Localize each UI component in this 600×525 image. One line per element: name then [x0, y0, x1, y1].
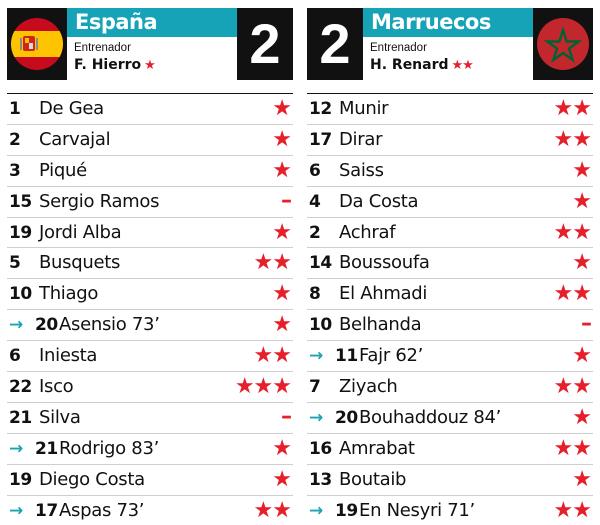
star-rating: ★★	[553, 219, 591, 245]
player-row	[7, 218, 293, 249]
no-rating-dash: –	[281, 403, 291, 429]
substitution-arrow-icon: →	[9, 438, 24, 459]
star-rating: ★	[572, 250, 591, 276]
star-rating: ★	[572, 466, 591, 492]
score-box	[307, 8, 363, 80]
substitute-row	[307, 403, 593, 434]
player-number: 2	[9, 129, 21, 150]
no-rating-dash: –	[581, 311, 591, 337]
player-row	[307, 94, 593, 125]
player-name: Diego Costa	[39, 468, 145, 490]
team-header	[7, 8, 293, 80]
player-number: 12	[309, 99, 332, 119]
player-number: 22	[9, 377, 32, 398]
star-rating: ★	[572, 157, 591, 183]
player-number: 21	[35, 438, 58, 459]
player-name: Rodrigo 83’	[59, 437, 160, 459]
coach-name-text: H. Renard	[370, 57, 449, 73]
team-panel-spain	[7, 8, 293, 525]
flag-box	[7, 8, 67, 80]
player-name: Munir	[339, 98, 389, 119]
player-name: Dirar	[339, 128, 383, 150]
team-header	[307, 8, 593, 80]
morocco-flag-icon	[537, 18, 589, 70]
player-name: Carvajal	[39, 128, 111, 150]
player-name: Ziyach	[339, 376, 398, 398]
spain-flag-icon	[11, 18, 63, 70]
star-rating: ★★	[253, 343, 291, 369]
player-number: 11	[335, 346, 358, 367]
player-number: 17	[35, 500, 58, 521]
star-rating: ★★	[553, 435, 591, 461]
star-rating: ★★★	[234, 374, 291, 400]
star-rating: ★	[272, 281, 291, 307]
coach-label: Entrenador	[370, 42, 427, 54]
player-name: Fajr 62’	[359, 345, 424, 367]
star-rating: ★★	[553, 281, 591, 307]
star-rating: ★	[272, 466, 291, 492]
player-list	[307, 93, 593, 525]
player-name: De Gea	[39, 98, 104, 119]
player-row	[7, 125, 293, 156]
player-name: Sergio Ramos	[39, 190, 160, 212]
player-name: El Ahmadi	[339, 283, 428, 305]
player-name: Boutaib	[339, 468, 407, 490]
star-rating: ★	[272, 157, 291, 183]
team-name-band	[67, 8, 237, 37]
player-number: 6	[309, 160, 321, 181]
team-name-band	[363, 8, 533, 37]
coach-label: Entrenador	[74, 42, 131, 54]
player-row	[307, 372, 593, 403]
player-number: 17	[309, 129, 332, 150]
substitution-arrow-icon: →	[309, 407, 324, 428]
coach-rating: ★	[144, 58, 155, 73]
player-number: 13	[309, 469, 332, 490]
player-number: 4	[309, 191, 321, 212]
substitute-row	[307, 341, 593, 372]
player-number: 19	[335, 500, 358, 521]
player-number: 10	[309, 315, 332, 336]
player-row	[307, 187, 593, 218]
star-rating: ★★	[253, 497, 291, 523]
coach-name	[370, 57, 473, 73]
player-name: Belhanda	[339, 314, 422, 336]
star-rating: ★★	[553, 96, 591, 121]
substitution-arrow-icon: →	[309, 500, 324, 521]
substitution-arrow-icon: →	[9, 500, 24, 521]
star-rating: ★	[272, 435, 291, 461]
team-name: España	[75, 10, 158, 34]
player-name: Saiss	[339, 159, 384, 181]
player-name: En Nesyri 71’	[359, 499, 475, 521]
flag-box	[533, 8, 593, 80]
player-number: 21	[9, 407, 32, 428]
player-list	[7, 93, 293, 525]
player-number: 2	[309, 222, 321, 243]
star-rating: ★★	[553, 126, 591, 152]
team-name: Marruecos	[371, 10, 491, 34]
player-row	[7, 187, 293, 218]
team-panel-morocco	[307, 8, 593, 525]
substitute-row	[7, 434, 293, 465]
star-rating: ★★	[553, 374, 591, 400]
coach-area	[67, 37, 237, 80]
player-name: Da Costa	[339, 190, 419, 212]
no-rating-dash: –	[281, 187, 291, 213]
player-row	[307, 125, 593, 156]
player-row	[7, 94, 293, 125]
player-name: Thiago	[39, 283, 99, 305]
team-score: 2	[319, 12, 351, 75]
player-number: 1	[9, 99, 21, 119]
star-rating: ★★	[253, 250, 291, 276]
player-number: 6	[9, 346, 21, 367]
coach-area	[363, 37, 533, 80]
star-rating: ★	[272, 312, 291, 338]
player-name: Boussoufa	[339, 252, 430, 274]
player-row	[7, 465, 293, 496]
player-name: Asensio 73’	[59, 314, 160, 336]
player-name: Achraf	[339, 221, 396, 243]
star-rating: ★	[272, 126, 291, 152]
player-number: 20	[35, 315, 58, 336]
star-rating: ★	[272, 96, 291, 121]
substitute-row	[7, 496, 293, 525]
star-rating: ★	[272, 219, 291, 245]
star-rating: ★	[572, 188, 591, 214]
player-row	[7, 248, 293, 279]
substitute-row	[7, 310, 293, 341]
player-number: 14	[309, 253, 332, 274]
coach-name	[74, 57, 155, 73]
player-row	[7, 279, 293, 310]
player-name: Silva	[39, 406, 81, 428]
player-number: 15	[9, 191, 32, 212]
score-box	[237, 8, 293, 80]
coach-rating: ★★	[451, 58, 473, 73]
player-number: 20	[335, 407, 358, 428]
player-row	[307, 434, 593, 465]
player-name: Iniesta	[39, 345, 98, 367]
player-row	[7, 372, 293, 403]
player-name: Amrabat	[339, 437, 415, 459]
star-rating: ★★	[553, 497, 591, 523]
substitution-arrow-icon: →	[309, 346, 324, 367]
player-row	[7, 403, 293, 434]
team-score: 2	[249, 12, 281, 75]
player-name: Aspas 73’	[59, 499, 145, 521]
substitution-arrow-icon: →	[9, 315, 24, 336]
coach-name-text: F. Hierro	[74, 57, 142, 73]
player-row	[307, 279, 593, 310]
player-row	[307, 465, 593, 496]
player-row	[7, 341, 293, 372]
player-number: 7	[309, 377, 321, 398]
substitute-row	[307, 496, 593, 525]
player-name: Bouhaddouz 84’	[359, 406, 502, 428]
player-number: 10	[9, 284, 32, 305]
player-number: 5	[9, 253, 21, 274]
player-number: 19	[9, 469, 32, 490]
star-rating: ★	[572, 404, 591, 430]
player-name: Piqué	[39, 159, 87, 181]
player-row	[307, 248, 593, 279]
player-number: 16	[309, 438, 332, 459]
player-number: 3	[9, 160, 21, 181]
player-row	[307, 156, 593, 187]
star-rating: ★	[572, 343, 591, 369]
player-name: Jordi Alba	[39, 221, 122, 243]
player-row	[307, 310, 593, 341]
player-name: Isco	[39, 376, 74, 398]
player-row	[307, 218, 593, 249]
player-row	[7, 156, 293, 187]
player-number: 8	[309, 284, 321, 305]
player-number: 19	[9, 222, 32, 243]
player-name: Busquets	[39, 252, 121, 274]
